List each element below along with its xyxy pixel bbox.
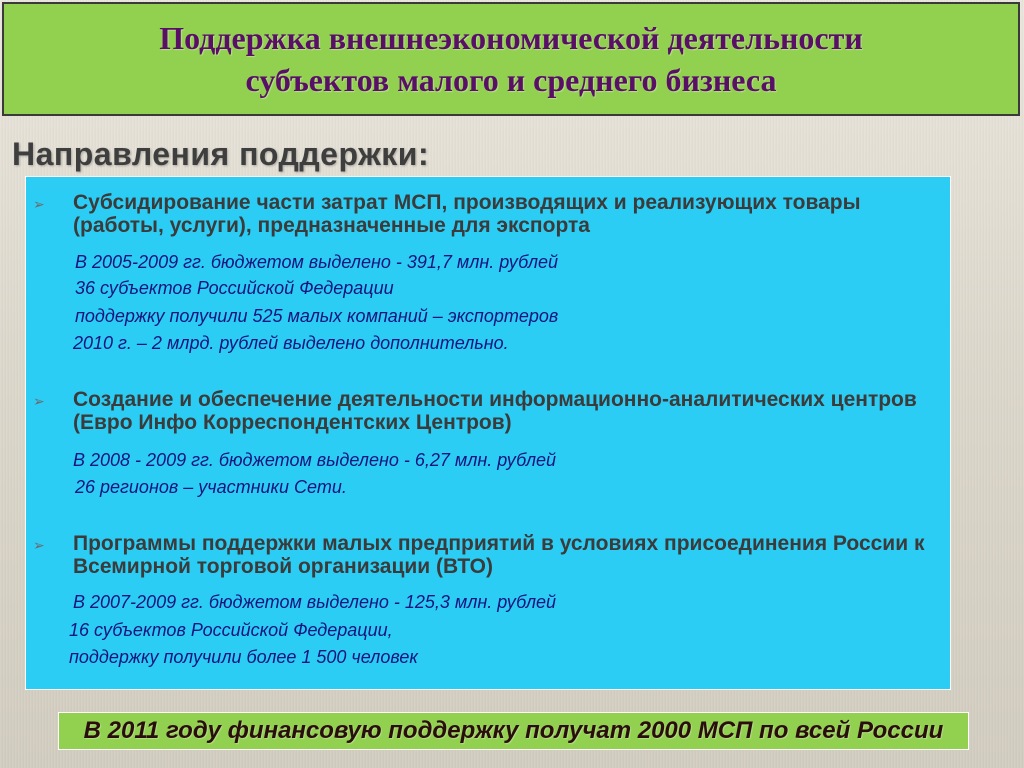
detail-line: 16 субъектов Российской Федерации, [69, 620, 393, 640]
slide-title-line-2: субъектов малого и среднего бизнеса [245, 62, 777, 98]
title-banner [2, 2, 1020, 116]
detail-line: 2010 г. – 2 млрд. рублей выделено дополнительно. [73, 333, 509, 353]
slide-title-line-1: Поддержка внешнеэкономической деятельности [159, 20, 863, 56]
arrow-bullet-icon: ➢ [33, 196, 45, 212]
section-heading: Направления поддержки: [12, 136, 430, 172]
support-directions-panel [25, 176, 951, 690]
arrow-bullet-icon: ➢ [33, 537, 45, 553]
list-item-title: Субсидирование части затрат МСП, производящих и реализующих товары (работы, услуги), предназначенные для экспорта [73, 191, 861, 237]
list-item-title: Программы поддержки малых предприятий в условиях присоединения России к Всемирной торговой организации (ВТО) [73, 532, 925, 578]
list-item-title: Создание и обеспечение деятельности информационно-аналитических центров (Евро Инфо Корреспондентских Центров) [73, 388, 917, 434]
detail-line: В 2005-2009 гг. бюджетом выделено - 391,7 млн. рублей [75, 252, 559, 272]
detail-line: 36 субъектов Российской Федерации [75, 278, 394, 298]
detail-line: В 2008 - 2009 гг. бюджетом выделено - 6,27 млн. рублей [73, 450, 557, 470]
detail-line: поддержку получили 525 малых компаний – экспортеров [75, 306, 559, 326]
detail-line: поддержку получили более 1 500 человек [69, 647, 418, 667]
summary-text: В 2011 году финансовую поддержку получат 2000 МСП по всей России [83, 717, 944, 744]
detail-line: В 2007-2009 гг. бюджетом выделено - 125,3 млн. рублей [73, 592, 557, 612]
arrow-bullet-icon: ➢ [33, 393, 45, 409]
detail-line: 26 регионов – участники Сети. [75, 477, 347, 497]
bottom-summary-banner [58, 712, 969, 750]
